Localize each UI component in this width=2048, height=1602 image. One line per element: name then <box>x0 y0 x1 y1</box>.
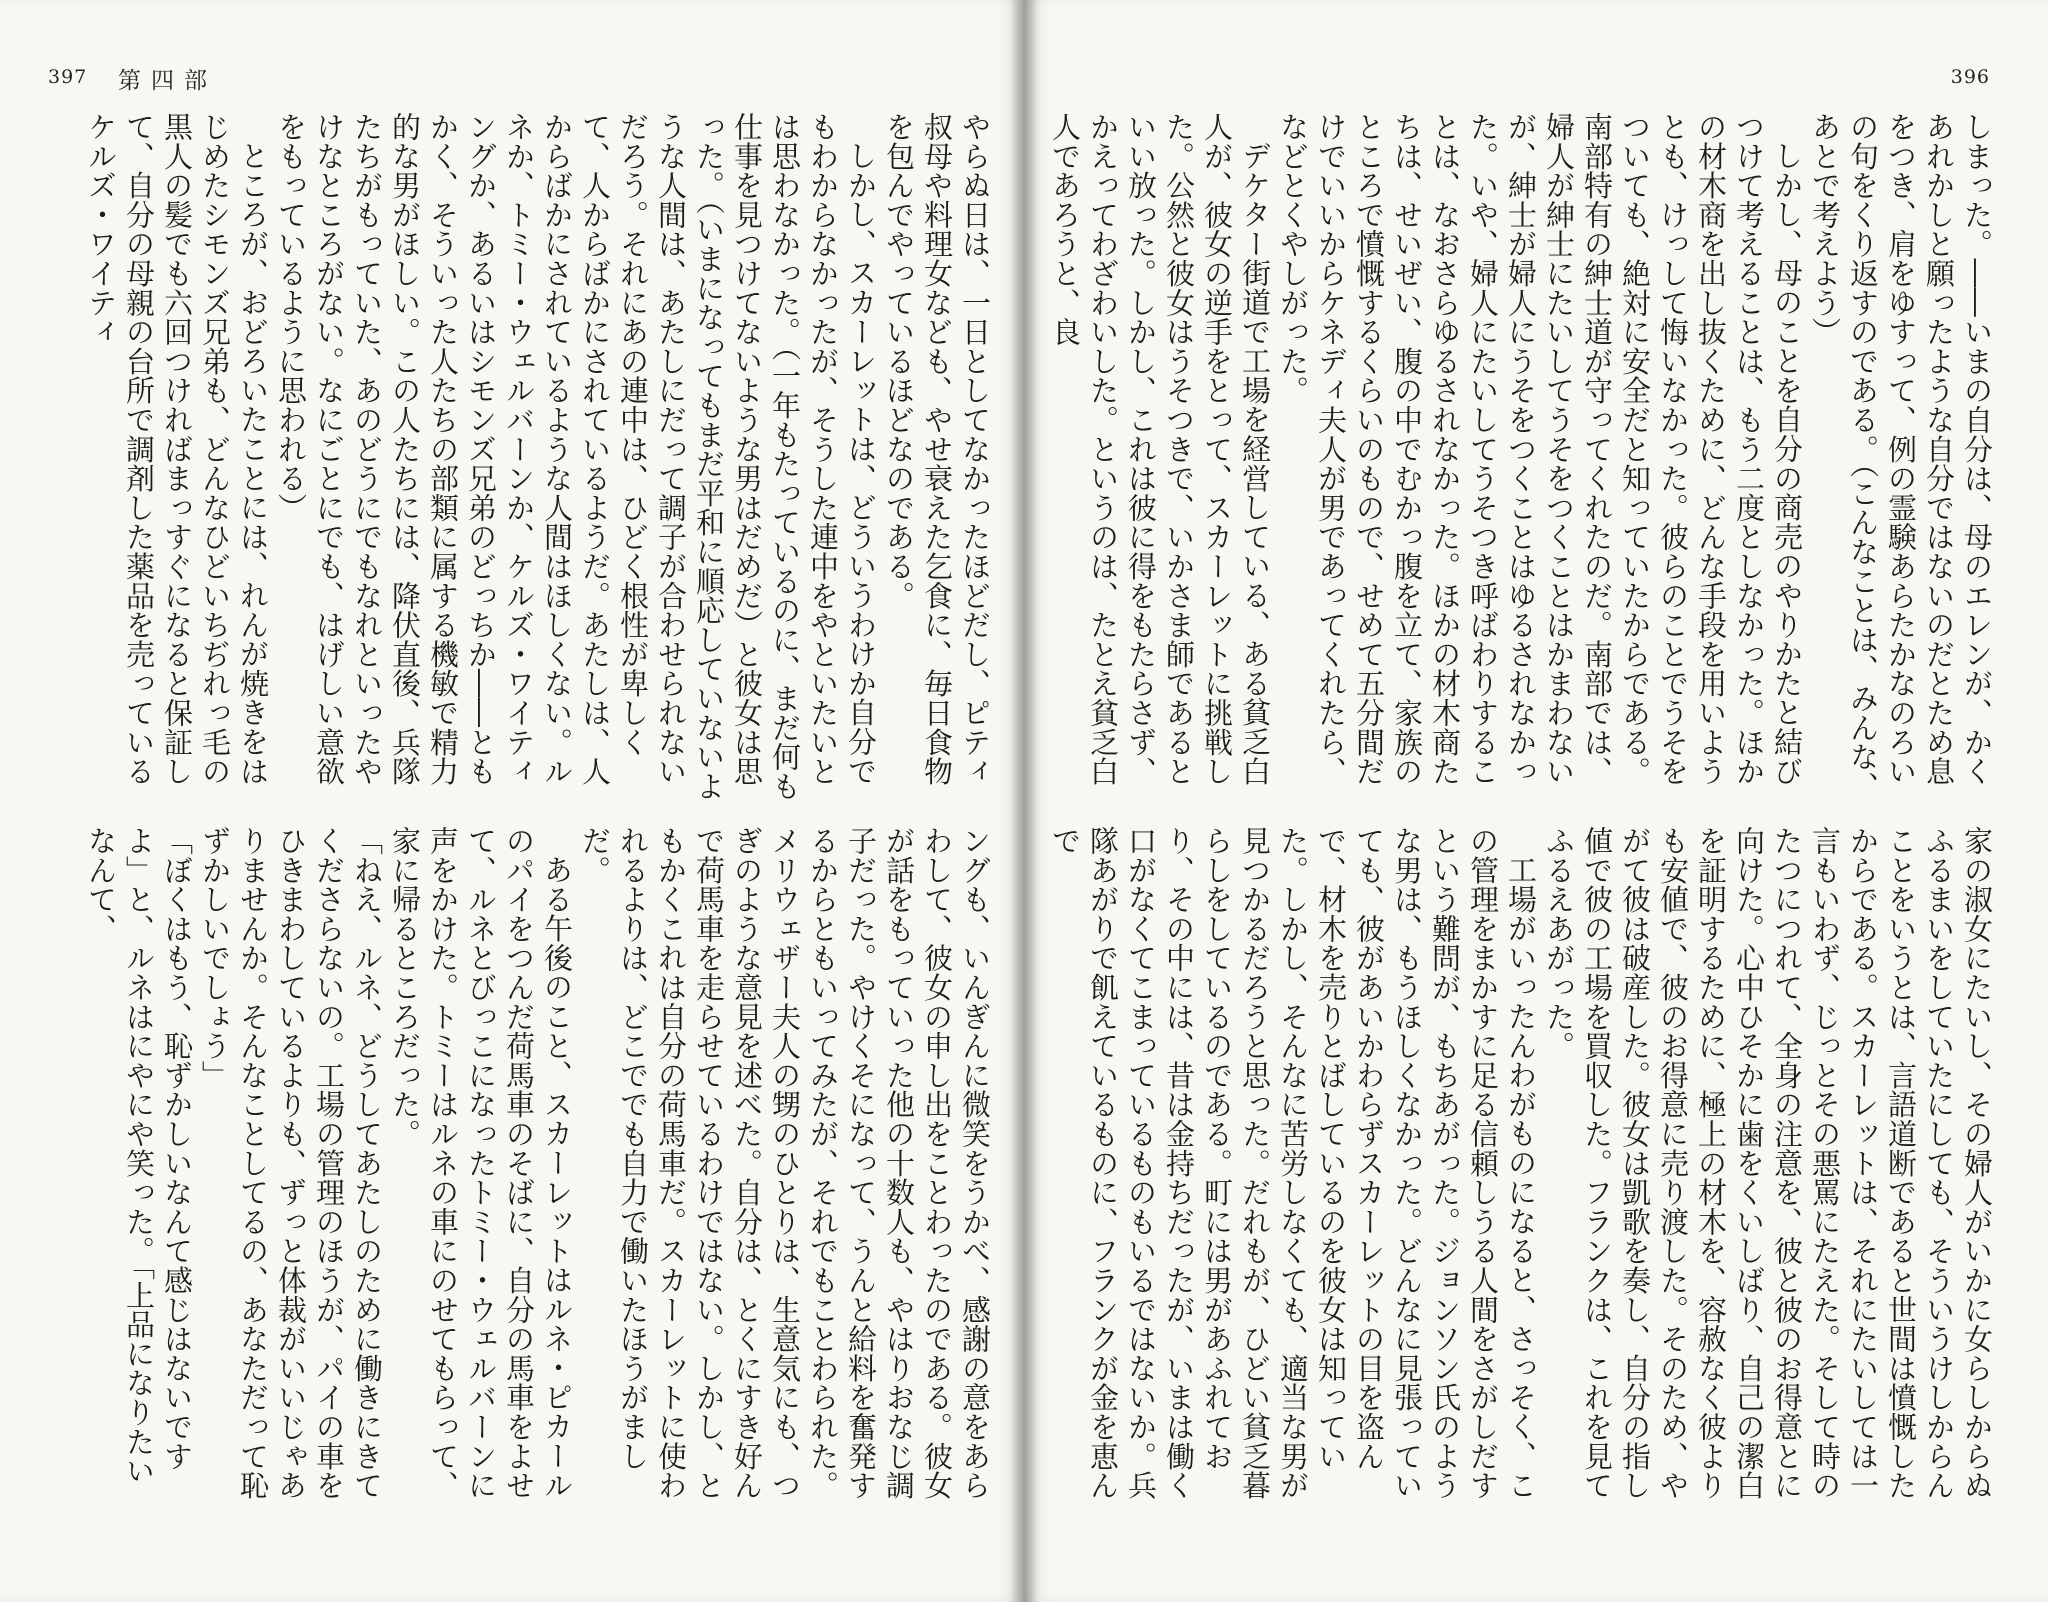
paragraph: ングも、いんぎんに微笑をうかべ、感謝の意をあらわして、彼女の申し出をことわったのである。彼女が話をもっていった他の十数人も、やはりおなじ調子だった。やけくそになって、うんと給料を奮発するからともいってみたが、それでもことわられた。メリウェザー夫人の甥のひとりは、生意気にも、つぎのような意見を述べた。自分は、とくにすき好んで荷馬車を走らせているわけではない。しかし、ともかくこれは自分の荷馬車だ。スカーレットに使われるよりは、どこででも自力で働いたほうがましだ。 <box>578 826 992 1500</box>
paragraph: 工場がいったんわがものになると、さっそく、この管理をまかすに足る信頼しうる人間をさがしだすという難問が、もちあがった。ジョンソン氏のような男は、もうほしくなかった。どんなに見張っていても、彼があいかわらずスカーレットの目を盗んで、材木を売りとばしているのを彼女は知っていた。しかし、そんなに苦労しなくても、適当な男が見つかるだろうと思った。だれもが、ひどい貧乏暮らしをしているのである。町には男があふれており、その中には、昔は金持ちだったが、いまは働く口がなくてこまっているものもいるではないか。兵隊あがりで飢えているものに、フランクが金を恵んで <box>1048 826 1538 1500</box>
page-number: 397 <box>48 66 88 88</box>
paragraph: しまった。――いまの自分は、母のエレンが、かくあれかしと願ったような自分ではないのだとため息をつき、肩をゆすって、例の霊験あらたかなのろいの句をくり返すのである。（こんなことは、みんな、あとで考えよう） <box>1808 112 1994 801</box>
paragraph: ある午後のこと、スカーレットはルネ・ピカールのパイをつんだ荷馬車のそばに、自分の馬車をよせて、ルネとびっこになったトミー・ウェルバーンに声をかけた。トミーはルネの車にのせてもらって、家に帰るところだった。 <box>388 826 574 1500</box>
dialogue-paragraph: 「ねえ、ルネ、どうしてあたしのために働きにきてくださらないの。工場の管理のほうが、パイの車をひきまわしているよりも、ずっと体裁がいいじゃありませんか。そんなことしてるの、あなただって恥ずかしいでしょう」 <box>198 826 384 1500</box>
paragraph: 家の淑女にたいし、その婦人がいかに女らしからぬふるまいをしていたにしても、そういうけしからんことをいうとは、言語道断であると世間は憤慨したからである。スカーレットは、それにたいしては一言もいわず、じっとその悪罵にたえた。そして時のたつにつれて、全身の注意を、彼と彼のお得意とに向けた。心中ひそかに歯をくいしばり、自己の潔白を証明するために、極上の材木を、容赦なく彼よりも安値で、彼のお得意に売り渡した。そのため、やがて彼は破産した。彼女は凱歌を奏し、自分の指し値で彼の工場を買収した。フランクは、これを見てふるえあがった。 <box>1542 826 1994 1500</box>
right-page <box>1024 0 2048 1602</box>
paragraph: やらぬ日は、一日としてなかったほどだし、ピティ叔母や料理女なども、やせ衰えた乞食に、毎日食物を包んでやっているほどなのである。 <box>882 112 992 786</box>
right-top-text-block <box>1048 112 1996 802</box>
page-number: 396 <box>1950 66 1990 88</box>
paragraph: しかし、スカーレットは、どういうわけか自分でもわからなかったが、そうした連中をやといたいとは思わなかった。（一年もたっているのに、まだ何も仕事を見つけてないような男はだめだ）と彼女は思った。（いまになってもまだ平和に順応していないような人間は、あたしにだって調子が合わせられないだろう。それにあの連中は、ひどく根性が卑しくて、人からばかにされているようだ。あたしは、人からばかにされているような人間はほしくない。ルネか、トミー・ウェルバーンか、ケルズ・ワイティングか、あるいはシモンズ兄弟のどっちか――ともかく、そういった人たちの部類に属する機敏で精力的な男がほしい。この人たちには、降伏直後、兵隊たちがもっていた、あのどうにでもなれといったやけなところがない。なにごとにでも、はげしい意欲をもっているように思われる） <box>274 112 878 801</box>
paragraph: ところが、おどろいたことには、れんが焼きをはじめたシモンズ兄弟も、どんなひどいちぢれっ毛の黒人の髪でも六回つければまっすぐになると保証して、自分の母親の台所で調剤した薬品を売っているケルズ・ワイティ <box>84 112 270 786</box>
section-title: 第四部 <box>118 68 217 94</box>
left-top-text-block <box>52 112 994 802</box>
paragraph: しかし、母のことを自分の商売のやりかたと結びつけて考えることは、もう二度としなかった。ほかの材木商を出し抜くために、どんな手段を用いようとも、けっして悔いなかった。彼らのことでうそをついても、絶対に安全だと知っていたからである。南部特有の紳士道が守ってくれたのだ。南部では、婦人が紳士にたいしてうそをつくことはかまわないが、紳士が婦人にうそをつくことはゆるされなかった。いや、婦人にたいしてうそつき呼ばわりすることは、なおさらゆるされなかった。ほかの材木商たちは、せいぜい、腹の中でむかっ腹を立て、家族のところで憤慨するくらいのもので、せめて五分間だけでいいからケネディ夫人が男であってくれたら、などとくやしがった。 <box>1276 112 1804 786</box>
left-bottom-text-block <box>52 826 994 1506</box>
paragraph: デケター街道で工場を経営している、ある貧乏白人が、彼女の逆手をとって、スカーレットに挑戦した。公然と彼女はうそつきで、いかさま師であるといい放った。しかし、これは彼に得をもたらさず、かえってわざわいした。というのは、たとえ貧乏白人であろうと、良 <box>1048 112 1272 786</box>
dialogue-paragraph: 「ぼくはもう、恥ずかしいなんて感じはないですよ」と、ルネはにやにや笑った。「上品になりたいなんて、 <box>84 826 194 1486</box>
right-bottom-text-block <box>1048 826 1996 1506</box>
